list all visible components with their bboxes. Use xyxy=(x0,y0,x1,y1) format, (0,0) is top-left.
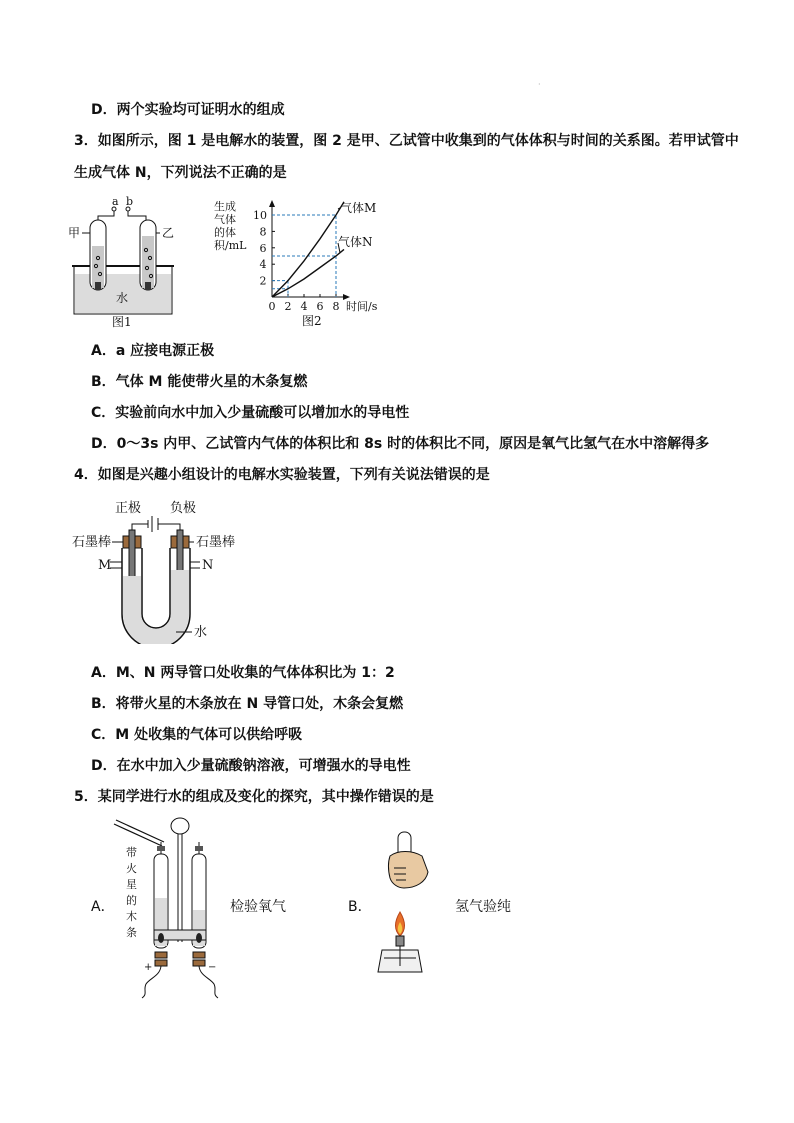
q3-option-a: A．a 应接电源正极 xyxy=(91,343,215,359)
fig1-label-water: 水 xyxy=(116,291,129,305)
fig1-label-yi: 乙 xyxy=(162,226,175,240)
chart-ylabel-line3: 的体 xyxy=(214,226,236,239)
q4-figure-u-tube-apparatus xyxy=(70,496,260,644)
q5-stick-char-2: 火 xyxy=(126,862,137,875)
q5-option-b-figure-hydrogen-test xyxy=(360,826,440,980)
page-mark: · xyxy=(538,80,541,89)
chart-ylabel-line4: 积/mL xyxy=(214,239,247,252)
q4-option-a: A．M、N 两导管口处收集的气体体积比为 1：2 xyxy=(91,665,395,681)
q4-label-positive: 正极 xyxy=(115,501,142,516)
q5-stick-char-3: 星 xyxy=(126,878,137,891)
q5-stem: 5．某同学进行水的组成及变化的探究，其中操作错误的是 xyxy=(74,789,434,805)
q3-figure2-volume-time-chart xyxy=(210,196,390,328)
chart-y-arrow xyxy=(269,200,275,207)
q5-electrode-plus: + xyxy=(144,962,153,973)
q5-option-b-text: 氢气验纯 xyxy=(455,899,511,915)
chart-caption: 图2 xyxy=(302,314,322,328)
chart-series-m-label: 气体M xyxy=(340,201,377,215)
chart-xlabel: 时间/s xyxy=(346,300,378,313)
chart-x-tick-4: 4 xyxy=(300,300,308,313)
fig1-label-jia: 甲 xyxy=(68,226,81,240)
q3-option-d: D．0～3s 内甲、乙试管内气体的体积比和 8s 时的体积比不同，原因是氧气比氢气在水中溶解得多 xyxy=(91,436,710,452)
chart-series-m-line xyxy=(272,202,344,297)
q4-option-c: C．M 处收集的气体可以供给呼吸 xyxy=(91,727,303,743)
q5-option-a-label: A． xyxy=(91,899,115,915)
q4-label-n: N xyxy=(202,558,214,573)
chart-x-tick-8: 8 xyxy=(332,300,340,313)
q5-stick-char-1: 带 xyxy=(126,846,137,859)
chart-y-tick-2: 2 xyxy=(259,274,267,288)
q3-option-b: B．气体 M 能使带火星的木条复燃 xyxy=(91,374,308,390)
chart-y-tick-6: 6 xyxy=(259,241,267,255)
q3-stem-line2: 生成气体 N，下列说法不正确的是 xyxy=(74,165,287,181)
fig1-label-a: a xyxy=(112,196,119,208)
chart-x-tick-0: 0 xyxy=(268,300,276,313)
q5-stick-char-6: 条 xyxy=(126,926,137,939)
q4-label-rod-left: 石墨棒 xyxy=(72,535,112,550)
chart-x-tick-2: 2 xyxy=(284,300,292,313)
q5-electrode-minus: − xyxy=(208,962,217,973)
chart-y-tick-8: 8 xyxy=(259,225,267,239)
q4-stem: 4．如图是兴趣小组设计的电解水实验装置，下列有关说法错误的是 xyxy=(74,467,490,483)
chart-y-tick-10: 10 xyxy=(253,209,267,222)
q3-stem-line1: 3．如图所示，图 1 是电解水的装置，图 2 是甲、乙试管中收集到的气体体积与时间的关系图。若甲试管中 xyxy=(74,133,739,149)
q4-label-water: 水 xyxy=(194,625,208,640)
q5-stick-char-5: 木 xyxy=(126,910,137,923)
q3-figure1-electrolysis-apparatus xyxy=(68,196,178,328)
q4-label-rod-right: 石墨棒 xyxy=(196,535,236,550)
q3-option-c: C．实验前向水中加入少量硫酸可以增加水的导电性 xyxy=(91,405,410,421)
chart-series-n-label: 气体N xyxy=(338,235,373,249)
fig1-label-b: b xyxy=(126,196,134,208)
chart-ylabel-line1: 生成 xyxy=(214,200,236,213)
q4-option-b: B．将带火星的木条放在 N 导管口处，木条会复燃 xyxy=(91,696,404,712)
q2-option-d: D．两个实验均可证明水的组成 xyxy=(91,102,285,118)
q5-option-a-text: 检验氧气 xyxy=(230,899,286,915)
chart-y-tick-4: 4 xyxy=(259,258,267,272)
q4-option-d: D．在水中加入少量硫酸钠溶液，可增强水的导电性 xyxy=(91,758,411,774)
fig1-caption: 图1 xyxy=(112,315,132,328)
q5-option-b-label: B． xyxy=(348,899,372,915)
q4-label-negative: 负极 xyxy=(170,501,197,516)
chart-ylabel-line2: 气体 xyxy=(214,213,236,226)
q5-option-a-figure-hofmann-apparatus xyxy=(110,814,230,1000)
chart-x-tick-6: 6 xyxy=(316,300,324,313)
q5-stick-char-4: 的 xyxy=(126,894,137,907)
q4-label-m: M xyxy=(98,558,112,573)
